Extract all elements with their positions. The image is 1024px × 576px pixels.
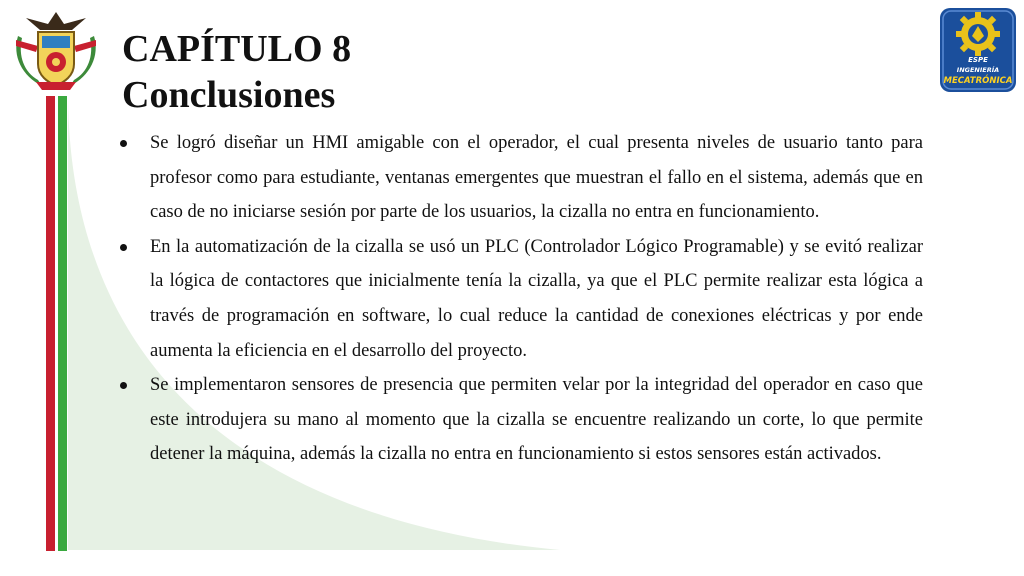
list-item-text: En la automatización de la cizalla se usó un PLC (Controlador Lógico Programable) y se evitó realizar la lógica de contactores que inicialmente tenía la cizalla, ya que el PLC permite realizar esta lógica a través de programación en software, lo cual reduce la cantidad de conexiones eléctricas y por ende aumenta la eficiencia en el desarrollo del proyecto. bbox=[150, 236, 923, 361]
green-stripe bbox=[58, 96, 67, 551]
bullet-dot-icon bbox=[120, 244, 127, 251]
list-item-text: Se implementaron sensores de presencia que permiten velar por la integridad del operador en caso que este introdujera su mano al momento que la cizalla se encuentre realizando un corte, lo que permite detener la máquina, además la cizalla no entra en funcionamiento si estos sensores están activados. bbox=[150, 375, 923, 465]
bullet-dot-icon bbox=[120, 140, 127, 147]
white-stripe-gap bbox=[55, 96, 58, 551]
espe-mecatronica-logo bbox=[938, 6, 1018, 94]
list-item bbox=[120, 230, 923, 368]
espe-logo-text: ESPE bbox=[968, 56, 988, 64]
mecatronica-logo-text: MECATRÓNICA bbox=[943, 76, 1013, 86]
red-stripe bbox=[46, 96, 55, 551]
ingenieria-logo-text: INGENIERÍA bbox=[956, 66, 1000, 74]
list-item bbox=[120, 126, 923, 230]
list-item bbox=[120, 368, 923, 472]
section-heading: Conclusiones bbox=[122, 74, 336, 116]
list-item-text: Se logró diseñar un HMI amigable con el operador, el cual presenta niveles de usuario tanto para profesor como para estudiante, ventanas emergentes que muestran el fallo en el sistema, además que en caso de no iniciarse sesión por parte de los usuarios, la cizalla no entra en funcionamiento. bbox=[150, 133, 923, 223]
slide-title bbox=[122, 26, 351, 118]
chapter-heading: CAPÍTULO 8 bbox=[122, 28, 352, 70]
bullet-dot-icon bbox=[120, 382, 127, 389]
conclusions-list bbox=[120, 126, 923, 472]
coat-of-arms-icon bbox=[8, 6, 104, 92]
coat-of-arms-logo bbox=[8, 6, 104, 92]
